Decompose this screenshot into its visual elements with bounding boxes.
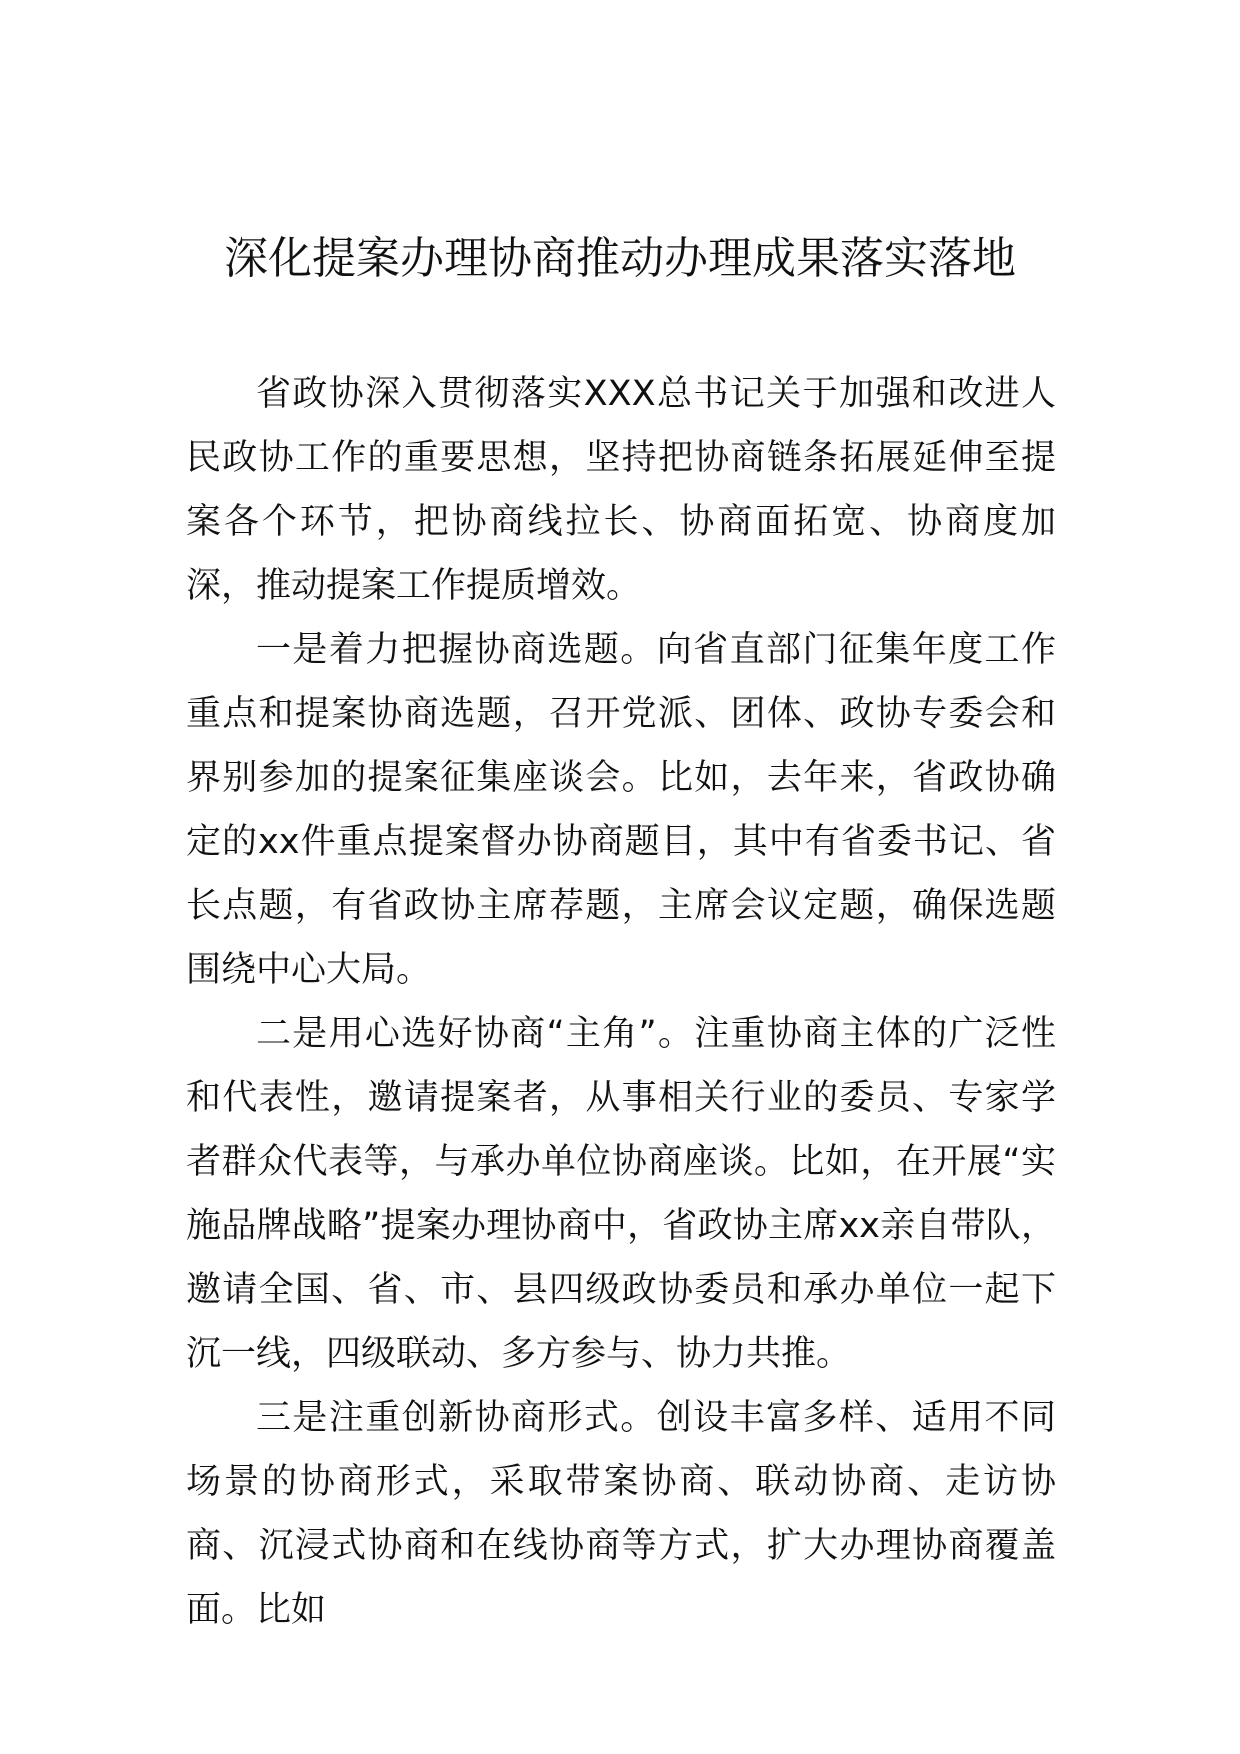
paragraph-forms: 三是注重创新协商形式。创设丰富多样、适用不同场景的协商形式，采取带案协商、联动协商、走访协商、沉浸式协商和在线协商等方式，扩大办理协商覆盖面。比如 [186,1398,1056,1630]
intro-paragraph: 省政协深入贯彻落实XXX总书记关于加强和改进人民政协工作的重要思想，坚持把协商链条拓展延伸至提案各个环节，把协商线拉长、协商面拓宽、协商度加深，推动提案工作提质增效。 [186,374,1056,606]
paragraph-participants: 二是用心选好协商“主角”。注重协商主体的广泛性和代表性，邀请提案者，从事相关行业的委员、专家学者群众代表等，与承办单位协商座谈。比如，在开展“实施品牌战略”提案办理协商中，省政协主席xx亲自带队，邀请全国、省、市、县四级政协委员和承办单位一起下沉一线，四级联动、多方参与、协力共推。 [186,1014,1056,1374]
paragraph-topic-selection: 一是着力把握协商选题。向省直部门征集年度工作重点和提案协商选题，召开党派、团体、政协专委会和界别参加的提案征集座谈会。比如，去年来，省政协确定的xx件重点提案督办协商题目，其中有省委书记、省长点题，有省政协主席荐题，主席会议定题，确保选题围绕中心大局。 [186,630,1056,990]
document-body [186,362,1056,1642]
document-title: 深化提案办理协商推动办理成果落实落地 [224,233,1016,284]
